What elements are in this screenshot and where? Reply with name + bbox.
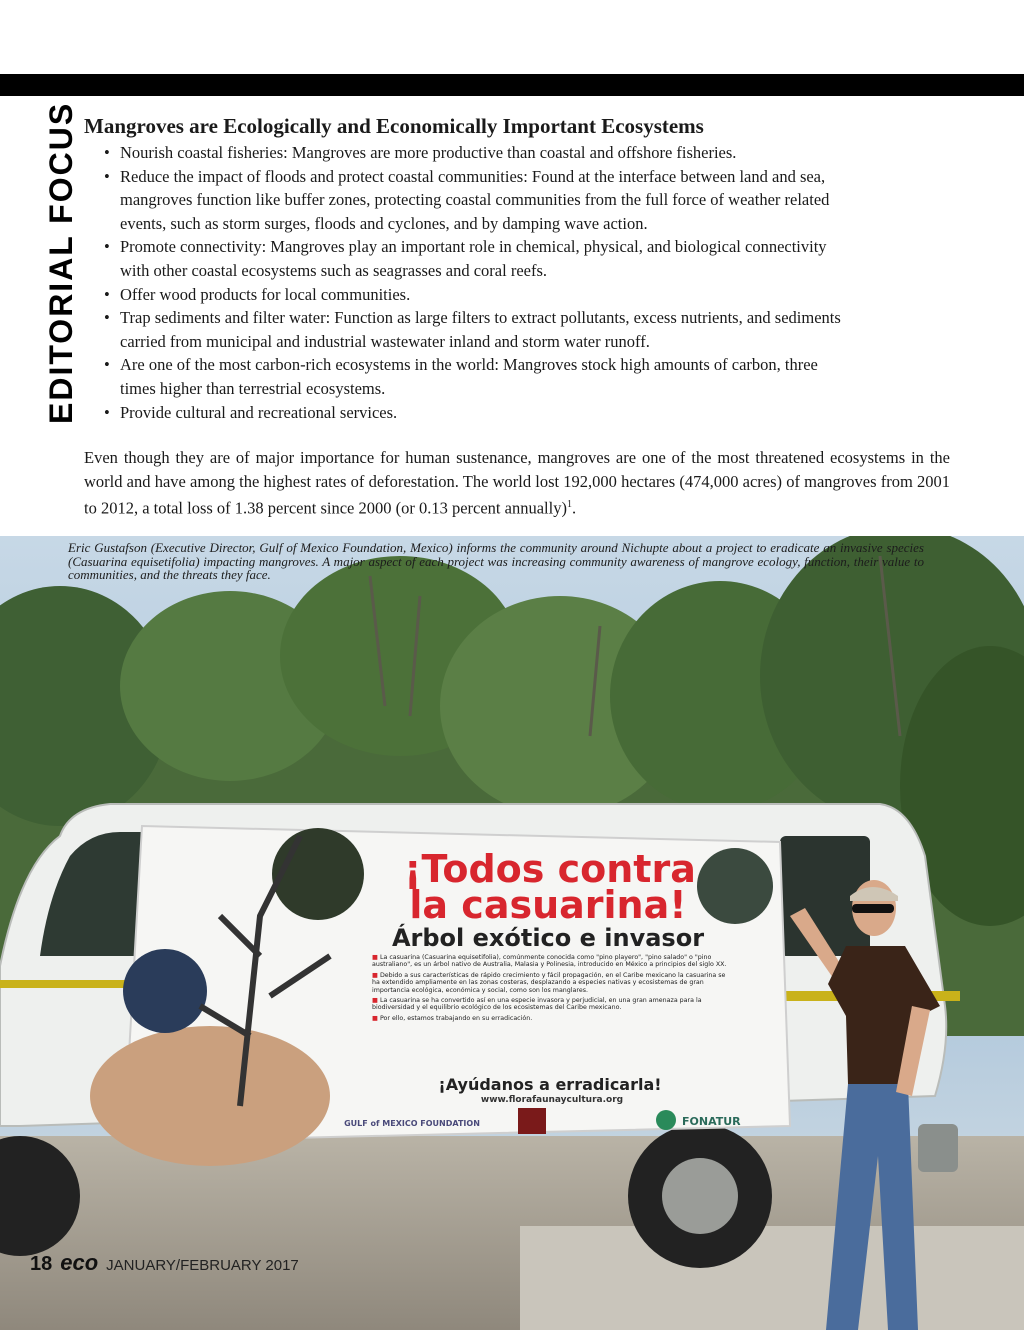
banner-logo-flora — [518, 1108, 546, 1134]
magazine-logo: eco — [60, 1250, 99, 1275]
banner-point: ■ Debido a sus características de rápido crecimiento y fácil propagación, en el Caribe mexicano la casuarina se ha extendido ampliamente en las zonas costeras, desplazando a especies nativas y ecosistemas de gran importancia ecológica, económica y social, como son los manglares. — [372, 971, 726, 994]
footnote-marker: 1 — [566, 499, 572, 510]
fonatur-logo-icon — [656, 1110, 676, 1130]
banner-point: ■ Por ello, estamos trabajando en su erradicación. — [372, 1014, 533, 1022]
issue-date: JANUARY/FEBRUARY 2017 — [106, 1257, 299, 1274]
banner-point: ■ La casuarina (Casuarina equisetifolia), comúnmente conocida como "pino playero", "pino salado" o "pino australiano", es un árbol nativo de Australia, Malasia y Polinesia, introducido en México a principios del siglo XX. — [372, 954, 727, 969]
banner-sand-art — [90, 1026, 330, 1166]
list-item: • Promote connectivity: Mangroves play an important role in chemical, physical, and biological connectivity with other coastal ecosystems such as seagrasses and coral reefs. — [104, 235, 954, 282]
list-item: • Provide cultural and recreational services. — [104, 401, 954, 425]
article-heading: Mangroves are Ecologically and Economically Important Ecosystems — [84, 114, 704, 138]
banner-subtitle: Árbol exótico e invasor — [391, 924, 705, 952]
list-item: • Reduce the impact of floods and protect coastal communities: Found at the interface between land and sea, mangroves function like buffer zones, protecting coastal communities from the full force of weather related events, such as storm surges, floods and cyclones, and by damping wave action. — [104, 165, 954, 236]
benefits-list — [104, 141, 954, 424]
banner-point: ■ La casuarina se ha convertido así en una especie invasora y perjudicial, en una gran amenaza para la biodiversidad y el equilibrio ecológico de los ecosistemas del Caribe mexicano. — [372, 997, 702, 1012]
banner-photo-circle — [123, 949, 207, 1033]
list-item: • Are one of the most carbon-rich ecosystems in the world: Mangroves stock high amounts of carbon, three times higher than terrestrial ecosystems. — [104, 353, 954, 400]
banner-title-line1: ¡Todos contra — [404, 847, 696, 891]
photo — [0, 536, 1024, 1330]
banner-title-line2: la casuarina! — [409, 883, 687, 927]
header-bar — [0, 74, 1024, 96]
banner-url: www.florafaunaycultura.org — [480, 1095, 624, 1105]
list-item: • Trap sediments and filter water: Function as large filters to extract pollutants, excess nutrients, and sediments carried from municipal and industrial wastewater inland and storm water runoff. — [104, 306, 954, 353]
banner-photo-circle — [697, 848, 773, 924]
banner-cta: ¡Ayúdanos a erradicarla! — [438, 1075, 662, 1094]
banner-logo-gulf: GULF of MEXICO FOUNDATION — [344, 1119, 480, 1128]
list-item: • Offer wood products for local communities. — [104, 283, 954, 307]
banner-photo-circle — [272, 828, 364, 920]
banner-logo-fonatur: FONATUR — [682, 1115, 741, 1128]
list-item: • Nourish coastal fisheries: Mangroves are more productive than coastal and offshore fisheries. — [104, 141, 954, 165]
page-number: 18 — [30, 1253, 53, 1275]
banner-points — [372, 954, 732, 1072]
sidewalk — [520, 1226, 1024, 1330]
page-footer — [30, 1250, 299, 1276]
banner — [90, 826, 790, 1166]
photo-caption: Eric Gustafson (Executive Director, Gulf of Mexico Foundation, Mexico) informs the community around Nichupte about a project to eradicate an invasive species (Casuarina equisetifolia) impacting mangroves. A major aspect of each project was increasing community awareness of mangrove ecology, function, their value to communities, and the threats they face. — [68, 540, 924, 582]
body-paragraph: Even though they are of major importance for human sustenance, mangroves are one of the most threatened ecosystems in the world and have among the highest rates of deforestation. The world lost 192,000 hectares (474,000 acres) of mangroves from 2001 to 2012, a total loss of 1.38 percent since 2000 (or 0.13 percent annually)$^1$. — [84, 448, 950, 518]
photo-illustration — [0, 536, 1024, 1330]
section-label: EDITORIAL FOCUS — [40, 96, 80, 430]
